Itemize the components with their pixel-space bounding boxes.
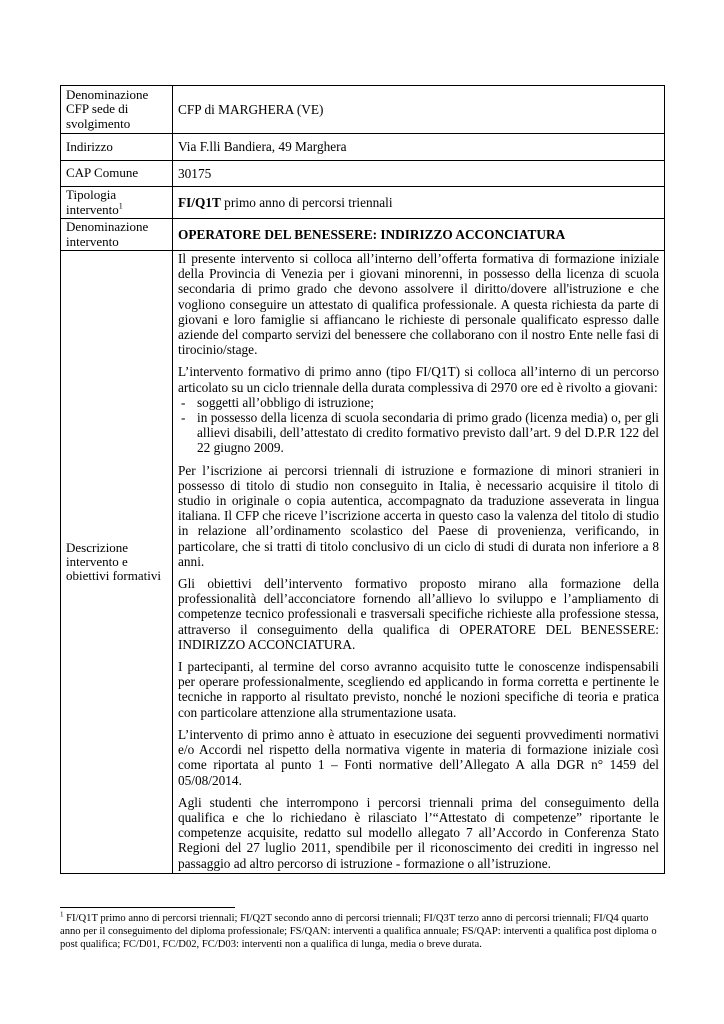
footnote-ref: 1 <box>118 201 123 211</box>
descrizione-content <box>173 251 665 874</box>
table-row <box>61 86 665 134</box>
table-row <box>61 161 665 187</box>
row-label: Denominazione CFP sede di svolgimento <box>61 86 173 134</box>
tipologia-label <box>61 187 173 219</box>
footnote-text: FI/Q1T primo anno di percorsi triennali; FI/Q2T secondo anno di percorsi triennali; FI/Q3T terzo anno di percorsi triennali; FI/Q4 quarto anno per il conseguimento del diploma professionale; FS/QAN: interventi a qualifica annuale; FS/QAP: interventi a qualifica post diploma o post qualifica; FC/D01, FC/D02, FC/D03: interventi non a qualifica di lunga, media o breve durata. <box>60 913 657 950</box>
footnote-separator <box>60 907 235 908</box>
row-label: CAP Comune <box>61 161 173 187</box>
table-row <box>61 134 665 161</box>
row-value: 30175 <box>173 161 665 187</box>
denominazione-value: OPERATORE DEL BENESSERE: INDIRIZZO ACCONCIATURA <box>173 219 665 251</box>
tipologia-desc: primo anno di percorsi triennali <box>220 194 393 210</box>
footnote <box>60 912 664 951</box>
table-row <box>61 187 665 219</box>
row-value: CFP di MARGHERA (VE) <box>173 86 665 134</box>
table-row <box>61 251 665 874</box>
tipologia-label-text: Tipologia intervento <box>66 187 119 217</box>
denominazione-label: Denominazione intervento <box>61 219 173 251</box>
row-label: Indirizzo <box>61 134 173 161</box>
desc-paragraph: Agli studenti che interrompono i percorsi triennali prima del conseguimento della qualifica e che lo richiedano è rilasciato l’“Attestato di competenze” riportante le competenze acquisite, redatto sul modello allegato 7 all’Accordo in Conferenza Stato Regioni del 27 luglio 2011, spendibile per il riconoscimento dei crediti in ingresso nel passaggio ad altro percorso di istruzione - formazione o all’istruzione. <box>178 794 659 871</box>
tipologia-value <box>173 187 665 219</box>
list-item: - soggetti all’obbligo di istruzione; <box>178 395 659 410</box>
desc-paragraph: L’intervento formativo di primo anno (tipo FI/Q1T) si colloca all’interno di un percorso articolato su un ciclo triennale della durata complessiva di 2970 ore ed è rivolto a giovani: <box>178 364 659 395</box>
desc-list <box>178 395 659 456</box>
row-value: Via F.lli Bandiera, 49 Marghera <box>173 134 665 161</box>
table-row <box>61 219 665 251</box>
list-item: - in possesso della licenza di scuola secondaria di primo grado (licenza media) o, per gli allievi disabili, dell’attestato di credito formativo previsto dall’art. 9 del D.P.R 122 del 22 giugno 2009. <box>178 410 659 456</box>
course-info-table <box>60 85 665 874</box>
descrizione-label: Descrizione intervento e obiettivi formativi <box>61 251 173 874</box>
desc-paragraph: Il presente intervento si colloca all’interno dell’offerta formativa di formazione iniziale della Provincia di Venezia per i giovani minorenni, in possesso della licenza di scuola secondaria di primo grado che devono assolvere il diritto/dovere all'istruzione e che vogliono conseguire un attestato di qualifica professionale. A questa richiesta da parte di giovani e loro famiglie si affiancano le richieste di personale qualificato espresso dalle aziende del comparto servizi del benessere che collaborano con il nostro Ente nelle fasi di tirocinio/stage. <box>178 251 659 358</box>
footnote-mark: 1 <box>60 910 64 919</box>
desc-paragraph: I partecipanti, al termine del corso avranno acquisito tutte le conoscenze indispensabili per operare professionalmente, scegliendo ed applicando in forma corretta e pertinente le tecniche in rapporto al risultato previsto, nonché le nozioni specifiche di teoria e pratica con particolare attenzione alla strumentazione usata. <box>178 659 659 720</box>
desc-paragraph: Per l’iscrizione ai percorsi triennali di istruzione e formazione di minori stranieri in possesso di titolo di studio non conseguito in Italia, è necessario acquisire il titolo di studio in originale o copia autentica, accompagnato da traduzione asseverata in lingua italiana. Il CFP che riceve l’iscrizione accerta in questo caso la valenza del titolo di studio in relazione all’ordinamento scolastico del Paese di provenienza, verificando, in particolare, che si tratti di titolo conclusivo di un ciclo di studi di durata non inferiore a 8 anni. <box>178 462 659 569</box>
desc-paragraph: Gli obiettivi dell’intervento formativo proposto mirano alla formazione della professionalità dell’acconciatore fornendo all’allievo lo sviluppo e l’ampliamento di competenze tecnico professionali e trasversali specifiche richieste alla professione stessa, attraverso il conseguimento della qualifica di OPERATORE DEL BENESSERE: INDIRIZZO ACCONCIATURA. <box>178 576 659 652</box>
desc-paragraph: L’intervento di primo anno è attuato in esecuzione dei seguenti provvedimenti normativi e/o Accordi nel rispetto della normativa vigente in materia di formazione iniziale così come riportata al punto 1 – Fonti normative dell’Allegato A alla DGR n° 1459 del 05/08/2014. <box>178 726 659 788</box>
tipologia-code: FI/Q1T <box>178 194 221 210</box>
